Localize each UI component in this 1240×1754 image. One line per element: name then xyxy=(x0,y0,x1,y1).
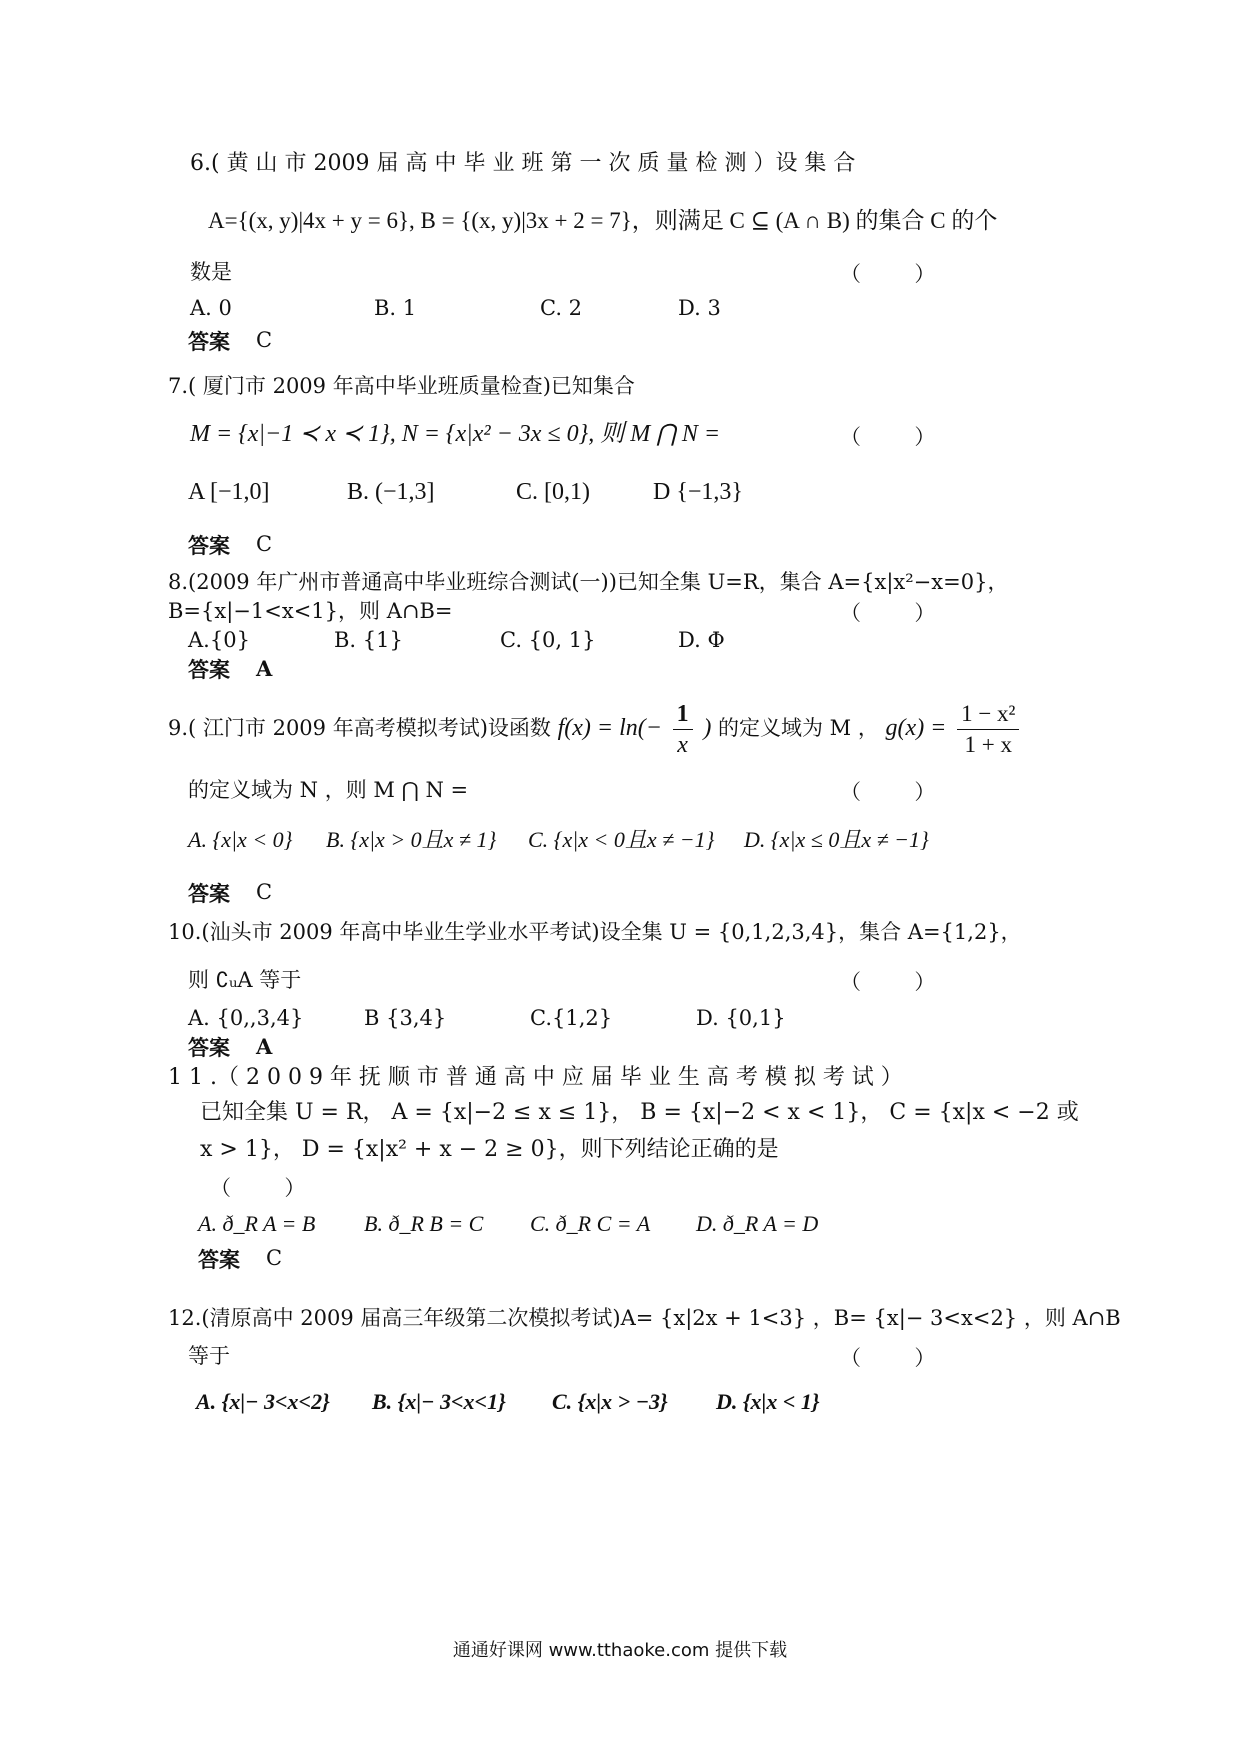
q9-f-fraction xyxy=(673,699,693,760)
q7-option-d: D {−1,3} xyxy=(653,479,743,505)
q12-option-b: B. {x|− 3<x<1} xyxy=(372,1389,506,1414)
q9-answer-label: 答案 xyxy=(188,882,230,906)
q12-line2: 等于 xyxy=(188,1344,230,1368)
q12-paren: （ ） xyxy=(840,1346,936,1370)
q6-line2: A={(x, y)|4x + y = 6}, B = {(x, y)|3x + 2 = 7}，则满足 C ⊆ (A ∩ B) 的集合 C 的个 xyxy=(208,208,998,233)
q9-answer: C xyxy=(256,880,273,904)
q6-answer-label: 答案 xyxy=(188,330,230,354)
q8-answer-label: 答案 xyxy=(188,658,230,682)
q9-f-expr: f(x) = ln(− xyxy=(557,715,662,741)
q7-line2: M = {x|−1 ≺ x ≺ 1}, N = {x|x² − 3x ≤ 0}, 则 M ⋂ N = xyxy=(190,421,721,447)
q9-f-close: ) xyxy=(703,715,712,741)
q6-option-b: B. 1 xyxy=(374,296,417,320)
q6-paren: （ ） xyxy=(840,262,936,286)
q6-option-a: A. 0 xyxy=(190,296,232,320)
q8-option-b: B. {1} xyxy=(334,628,403,652)
q8-line1: 8.(2009 年广州市普通高中毕业班综合测试(一))已知全集 U=R，集合 A={x|x²−x=0}， xyxy=(168,570,1009,594)
q7-option-a: A [−1,0] xyxy=(188,479,270,505)
q7-line1: 7.( 厦门市 2009 年高中毕业班质量检查)已知集合 xyxy=(168,374,635,398)
q7-answer-label: 答案 xyxy=(188,534,230,558)
q7-option-b: B. (−1,3] xyxy=(347,479,435,505)
q9-f-denominator: x xyxy=(677,732,688,758)
q8-option-a: A.{0} xyxy=(188,628,250,652)
q6-option-d: D. 3 xyxy=(678,296,721,320)
q12-line1: 12.(清原高中 2009 届高三年级第二次模拟考试)A= {x|2x + 1<3} ，B= {x|− 3<x<2} ，则 A∩B xyxy=(168,1306,1121,1330)
q10-option-d: D. {0,1} xyxy=(696,1006,786,1030)
q8-option-c: C. {0, 1} xyxy=(500,628,596,652)
q12-option-d: D. {x|x < 1} xyxy=(716,1389,820,1414)
q9-option-d: D. {x|x ≤ 0且x ≠ −1} xyxy=(744,827,929,852)
q9-g-numerator: 1 − x² xyxy=(957,699,1019,730)
q11-option-d: D. ð_R A = D xyxy=(696,1211,819,1236)
q9-option-a: A. {x|x < 0} xyxy=(188,827,293,852)
q9-g-denominator: 1 + x xyxy=(964,732,1012,757)
q9-f-numerator: 1 xyxy=(673,699,693,730)
q11-line1: 1 1 .（ 2 0 0 9 年 抚 顺 市 普 通 高 中 应 届 毕 业 生 高 考 模 拟 考 试 ） xyxy=(168,1065,903,1090)
q11-option-b: B. ð_R B = C xyxy=(364,1211,484,1236)
q11-line3: x > 1}， D = {x|x² + x − 2 ≥ 0}，则下列结论正确的是 xyxy=(200,1137,779,1162)
q10-option-c: C.{1,2} xyxy=(530,1006,613,1030)
q9-option-b: B. {x|x > 0且x ≠ 1} xyxy=(326,827,497,852)
q11-paren: （ ） xyxy=(210,1176,306,1200)
q10-answer: A xyxy=(256,1034,273,1059)
q11-answer: C xyxy=(266,1246,283,1270)
q9-line1-mid: 的定义域为 M ， xyxy=(718,716,879,740)
q6-line1: 6.( 黄 山 市 2009 届 高 中 毕 业 班 第 一 次 质 量 检 测 ）设 集 合 xyxy=(190,151,856,176)
q9-paren: （ ） xyxy=(840,780,936,804)
q8-answer: A xyxy=(256,656,273,681)
q6-line3: 数是 xyxy=(190,260,232,284)
q9-g-expr: g(x) = xyxy=(885,715,947,741)
q11-option-c: C. ð_R C = A xyxy=(530,1211,651,1236)
q12-option-a: A. {x|− 3<x<2} xyxy=(196,1389,330,1414)
q10-paren: （ ） xyxy=(840,970,936,994)
q10-answer-label: 答案 xyxy=(188,1036,230,1060)
q9-line1 xyxy=(168,696,1023,764)
q10-line2: 则 ∁ᵤA 等于 xyxy=(188,968,302,992)
q9-option-c: C. {x|x < 0且x ≠ −1} xyxy=(528,827,715,852)
q12-option-c: C. {x|x > −3} xyxy=(552,1389,668,1414)
q9-g-fraction xyxy=(957,699,1019,760)
q8-line2: B={x|−1<x<1}，则 A∩B= xyxy=(168,599,453,623)
q10-line1: 10.(汕头市 2009 年高中毕业生学业水平考试)设全集 U = {0,1,2,3,4}，集合 A={1,2}， xyxy=(168,920,1022,944)
q11-line2: 已知全集 U = R， A = {x|−2 ≤ x ≤ 1}， B = {x|−2 < x < 1}， C = {x|x < −2 或 xyxy=(200,1100,1079,1125)
q7-paren: （ ） xyxy=(840,425,936,449)
q11-answer-label: 答案 xyxy=(198,1248,240,1272)
q10-option-b: B {3,4} xyxy=(364,1006,447,1030)
q7-option-c: C. [0,1) xyxy=(516,479,590,505)
q7-answer: C xyxy=(256,532,273,556)
q6-answer: C xyxy=(256,328,273,352)
q11-option-a: A. ð_R A = B xyxy=(198,1211,316,1236)
q8-option-d: D. Φ xyxy=(678,628,725,652)
q9-line2: 的定义域为 N ，则 M ⋂ N = xyxy=(188,778,469,802)
q6-option-c: C. 2 xyxy=(540,296,583,320)
q10-option-a: A. {0,,3,4} xyxy=(188,1006,304,1030)
q8-paren: （ ） xyxy=(840,601,936,625)
q9-line1-prefix: 9.( 江门市 2009 年高考模拟考试)设函数 xyxy=(168,716,551,740)
page-footer: 通通好课网 www.tthaoke.com 提供下载 xyxy=(452,1640,788,1661)
